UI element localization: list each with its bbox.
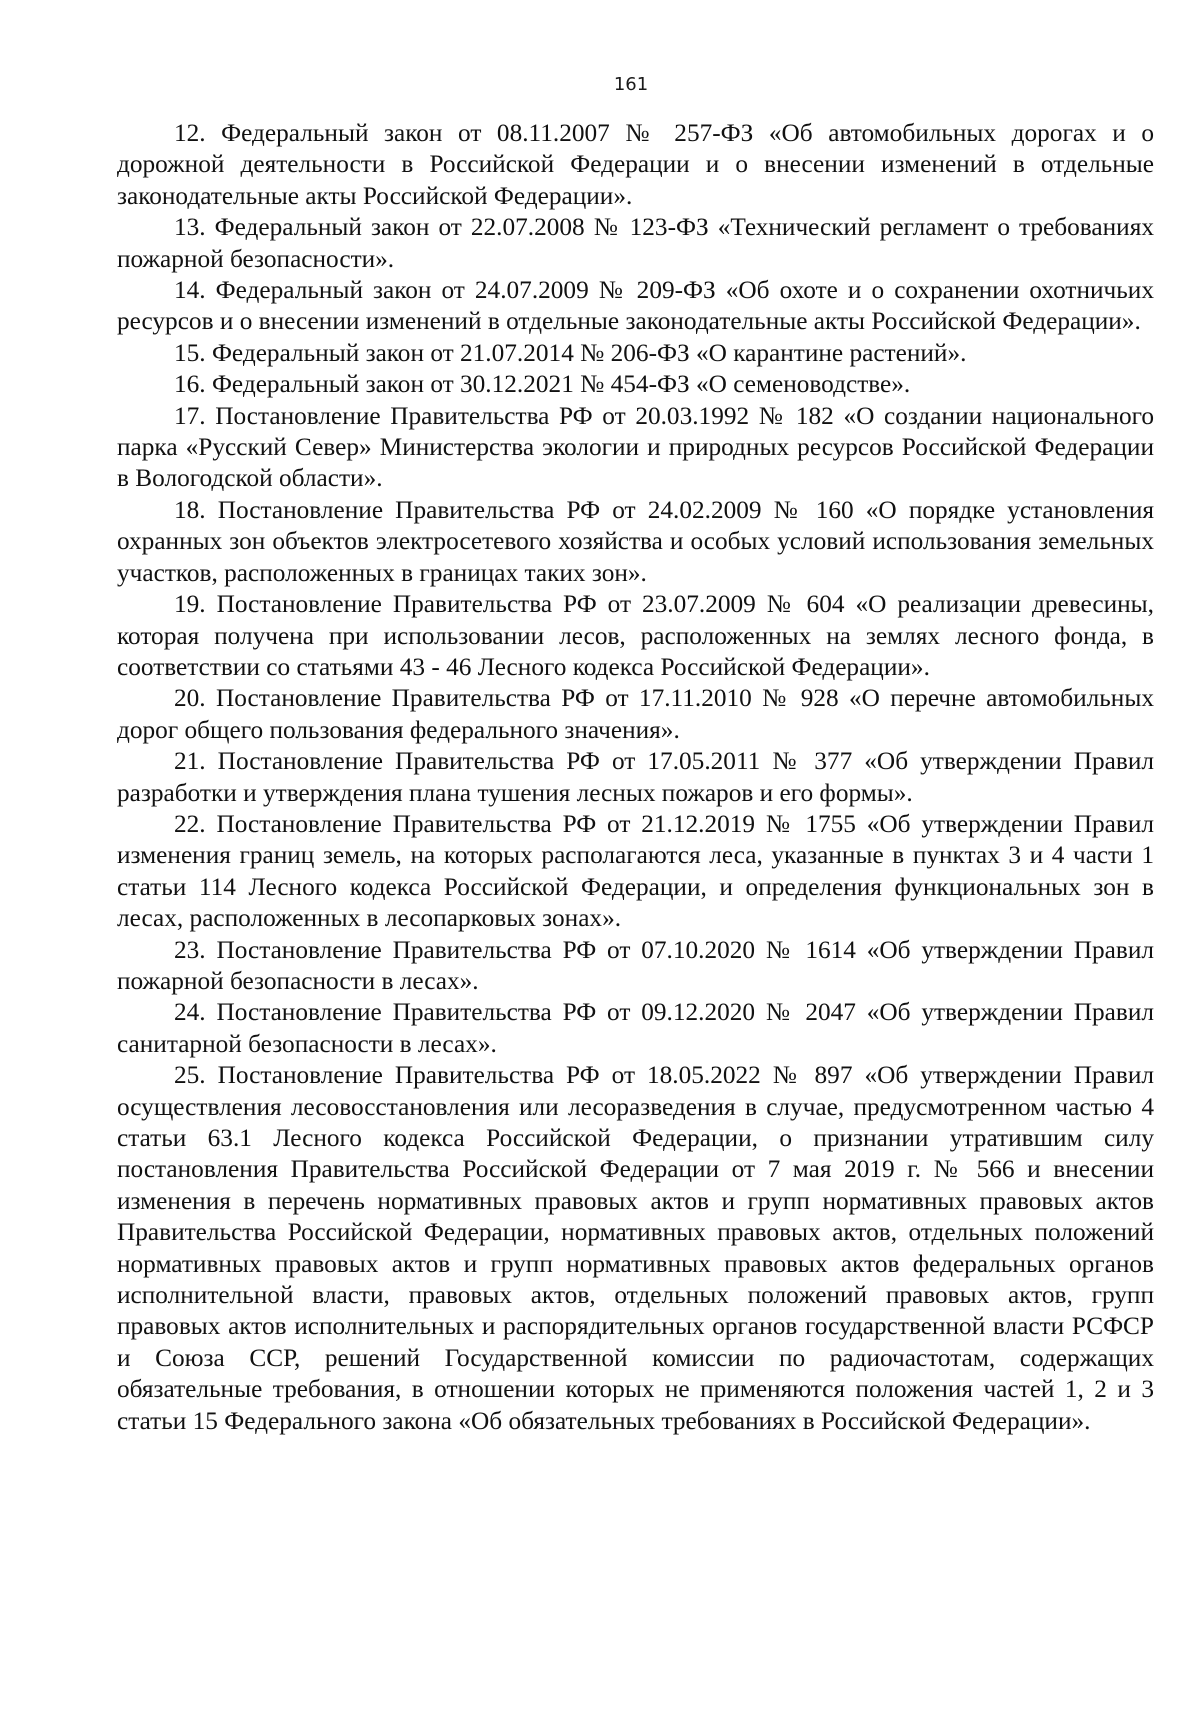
list-item-12: 12. Федеральный закон от 08.11.2007 № 257-ФЗ «Об автомобильных дорогах и о дорожной деятельности в Российской Федерации и о внесении изменений в отдельные законодательные акты Российской Федерации». [117, 119, 1154, 210]
list-item-17: 17. Постановление Правительства РФ от 20.03.1992 № 182 «О создании национального парка «Русский Север» Министерства экологии и природных ресурсов Российской Федерации в Вологодской области». [117, 401, 1154, 493]
list-item-18: 18. Постановление Правительства РФ от 24.02.2009 № 160 «О порядке установления охранных зон объектов электросетевого хозяйства и особых условий использования земельных участков, расположенных в границах таких зон». [117, 495, 1154, 587]
legal-acts-list [117, 118, 1154, 1437]
list-item-23: 23. Постановление Правительства РФ от 07.10.2020 № 1614 «Об утверждении Правил пожарной безопасности в лесах». [117, 935, 1154, 995]
list-item-20: 20. Постановление Правительства РФ от 17.11.2010 № 928 «О перечне автомобильных дорог общего пользования федерального значения». [117, 684, 1154, 744]
list-item-21: 21. Постановление Правительства РФ от 17.05.2011 № 377 «Об утверждении Правил разработки и утверждения плана тушения лесных пожаров и его формы». [117, 747, 1154, 807]
list-item-19: 19. Постановление Правительства РФ от 23.07.2009 № 604 «О реализации древесины, которая получена при использовании лесов, расположенных на землях лесного фонда, в соответствии со статьями 43 - 46 Лесного кодекса Российской Федерации». [117, 590, 1154, 681]
list-item-24: 24. Постановление Правительства РФ от 09.12.2020 № 2047 «Об утверждении Правил санитарной безопасности в лесах». [117, 998, 1154, 1058]
list-item-15: 15. Федеральный закон от 21.07.2014 № 206-ФЗ «О карантине растений». [174, 338, 967, 367]
list-item-22: 22. Постановление Правительства РФ от 21.12.2019 № 1755 «Об утверждении Правил изменения границ земель, на которых располагаются леса, указанные в пунктах 3 и 4 части 1 статьи 114 Лесного кодекса Российской Федерации, и определения функциональных зон в лесах, расположенных в лесопарковых зонах». [117, 809, 1154, 933]
page-number: 161 [613, 74, 649, 95]
list-item-14: 14. Федеральный закон от 24.07.2009 № 209-ФЗ «Об охоте и о сохранении охотничьих ресурсов и о внесении изменений в отдельные законодательные акты Российской Федерации». [117, 276, 1154, 336]
list-item-25: 25. Постановление Правительства РФ от 18.05.2022 № 897 «Об утверждении Правил осуществления лесовосстановления или лесоразведения в случае, предусмотренном частью 4 статьи 63.1 Лесного кодекса Российской Федерации, о признании утратившим силу постановления Правительства Российской Федерации от 7 мая 2019 г. № 566 и внесении изменения в перечень нормативных правовых актов и групп нормативных правовых актов Правительства Российской Федерации, нормативных правовых актов, отдельных положений нормативных правовых актов и групп нормативных правовых актов федеральных органов исполнительной власти, правовых актов, отдельных положений правовых актов, групп правовых актов исполнительных и распорядительных органов государственной власти РСФСР и Союза ССР, решений Государственной комиссии по радиочастотам, содержащих обязательные требования, в отношении которых не применяются положения частей 1, 2 и 3 статьи 15 Федерального закона «Об обязательных требованиях в Российской Федерации». [117, 1061, 1154, 1435]
list-item-16: 16. Федеральный закон от 30.12.2021 № 454-ФЗ «О семеноводстве». [174, 370, 911, 399]
list-item-13: 13. Федеральный закон от 22.07.2008 № 123-ФЗ «Технический регламент о требованиях пожарной безопасности». [117, 213, 1154, 273]
